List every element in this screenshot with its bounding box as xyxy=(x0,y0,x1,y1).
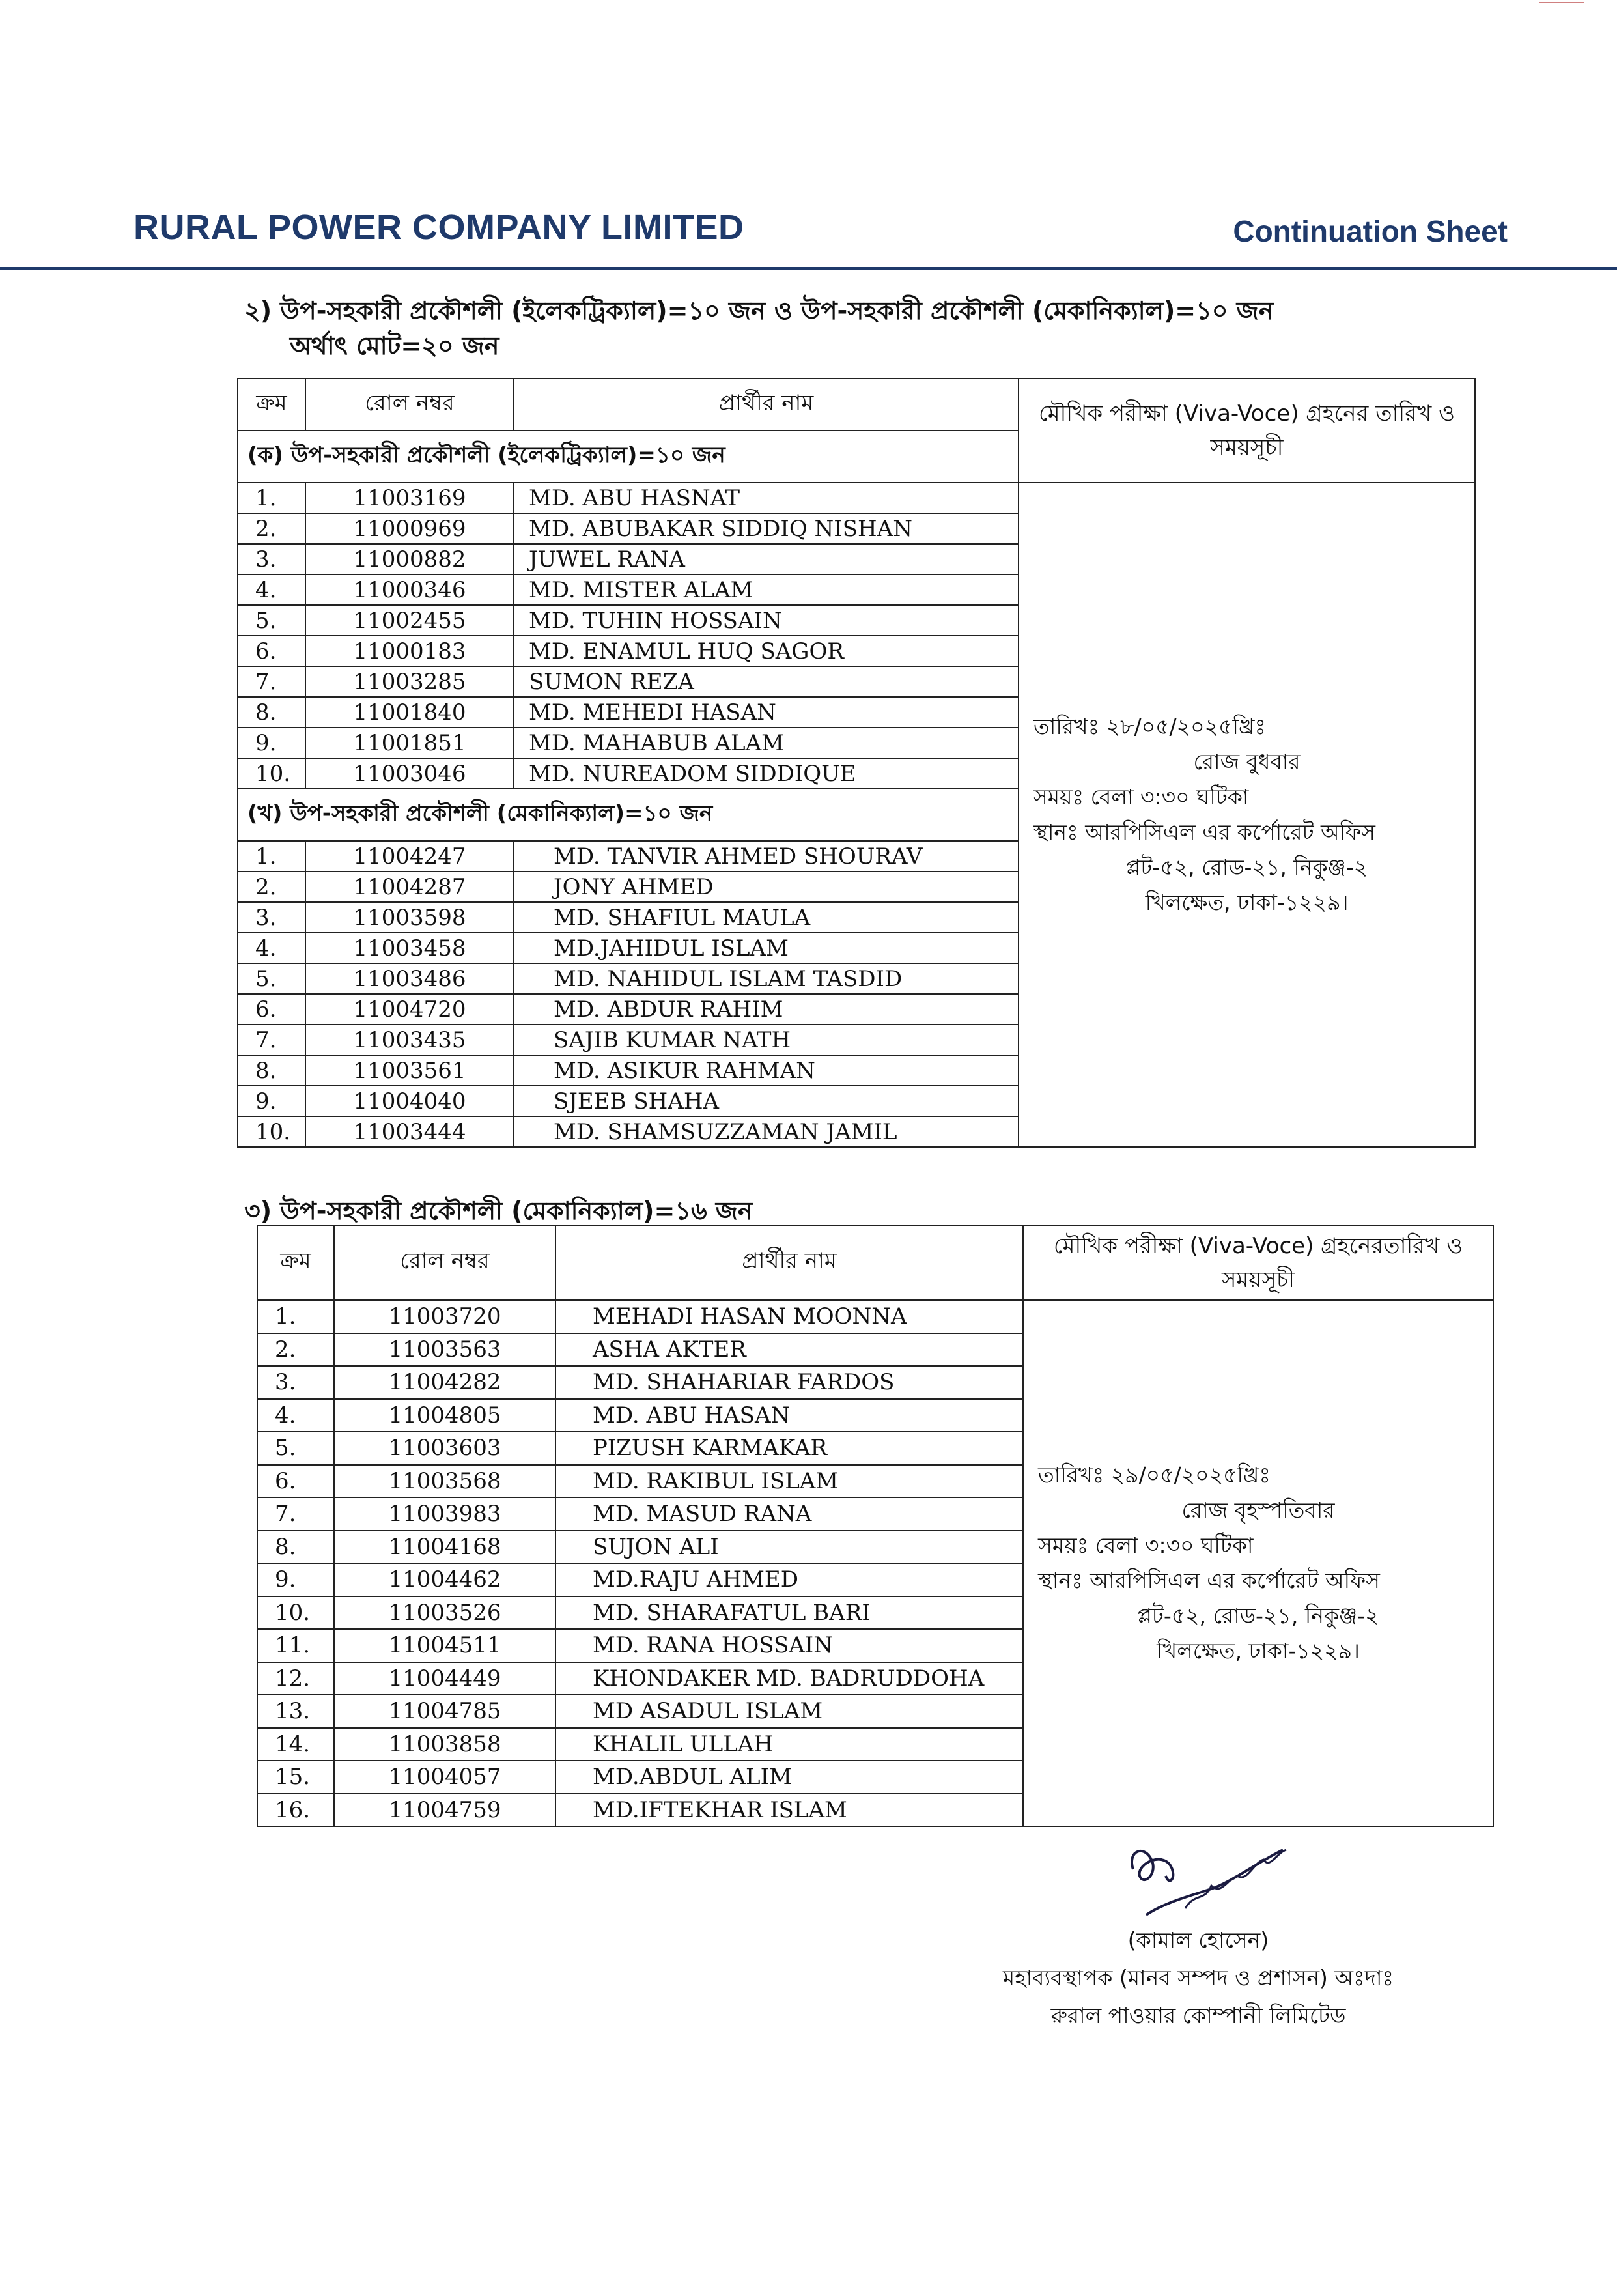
scan-mark xyxy=(1539,0,1591,5)
cell-roll: 11003983 xyxy=(334,1497,555,1531)
cell-name: ASHA AKTER xyxy=(555,1333,1023,1367)
cell-serial: 13. xyxy=(257,1695,334,1728)
schedule-cell xyxy=(1023,1300,1493,1826)
cell-name: MD. SHAFIUL MAULA xyxy=(514,902,1019,933)
cell-roll: 11004247 xyxy=(305,841,514,872)
cell-name: SUJON ALI xyxy=(555,1531,1023,1564)
table-header-row xyxy=(257,1225,1493,1300)
cell-name: MEHADI HASAN MOONNA xyxy=(555,1300,1023,1333)
cell-roll: 11000183 xyxy=(305,636,514,666)
cell-name: MD. NAHIDUL ISLAM TASDID xyxy=(514,963,1019,994)
cell-serial: 10. xyxy=(238,1116,305,1147)
cell-serial: 7. xyxy=(238,666,305,697)
cell-roll: 11003526 xyxy=(334,1596,555,1630)
cell-serial: 14. xyxy=(257,1728,334,1761)
cell-serial: 2. xyxy=(238,872,305,902)
cell-name: MD. ABU HASNAT xyxy=(514,483,1019,513)
cell-name: MD. ABUBAKAR SIDDIQ NISHAN xyxy=(514,513,1019,544)
section2-heading-line2: অর্থাৎ মোট=২০ জন xyxy=(290,332,499,360)
col-header-schedule-schedule-line2: তারিখ ও সময়সূচী xyxy=(1222,1232,1463,1293)
cell-roll: 11001840 xyxy=(305,697,514,728)
schedule-venue: স্থানঃ আরপিসিএল এর কর্পোরেট অফিস xyxy=(1038,1568,1380,1593)
cell-roll: 11003486 xyxy=(305,963,514,994)
cell-name: MD. SHAMSUZZAMAN JAMIL xyxy=(514,1116,1019,1147)
cell-roll: 11004040 xyxy=(305,1086,514,1116)
cell-name: MD. SHARAFATUL BARI xyxy=(555,1596,1023,1630)
cell-name: MD. MAHABUB ALAM xyxy=(514,728,1019,758)
cell-roll: 11000882 xyxy=(305,544,514,574)
signatory-designation: মহাব্যবস্থাপক (মানব সম্পদ ও প্রশাসন) অঃদাঃ xyxy=(1002,1965,1394,1991)
col-header-name: প্রার্থীর নাম xyxy=(555,1225,1023,1300)
cell-serial: 3. xyxy=(257,1366,334,1399)
cell-serial: 3. xyxy=(238,902,305,933)
cell-roll: 11004511 xyxy=(334,1629,555,1662)
cell-name: SJEEB SHAHA xyxy=(514,1086,1019,1116)
cell-roll: 11003444 xyxy=(305,1116,514,1147)
cell-serial: 9. xyxy=(257,1563,334,1596)
cell-roll: 11003169 xyxy=(305,483,514,513)
cell-name: KHALIL ULLAH xyxy=(555,1728,1023,1761)
col-header-serial: ক্রম xyxy=(257,1225,334,1300)
cell-name: MD. MASUD RANA xyxy=(555,1497,1023,1531)
cell-name: SUMON REZA xyxy=(514,666,1019,697)
cell-serial: 10. xyxy=(257,1596,334,1630)
table-header-row xyxy=(238,378,1475,431)
section3-heading: ৩) উপ-সহকারী প্রকৌশলী (মেকানিক্যাল)=১৬ জন xyxy=(244,1197,753,1225)
cell-serial: 16. xyxy=(257,1794,334,1827)
cell-name: MD. TANVIR AHMED SHOURAV xyxy=(514,841,1019,872)
col-header-schedule-schedule-line1: মৌখিক পরীক্ষা (Viva-Voce) গ্রহনের xyxy=(1053,1232,1384,1259)
subgroup-title: (ক) উপ-সহকারী প্রকৌশলী (ইলেকট্রিক্যাল)=১০ জন xyxy=(238,431,1019,483)
schedule-address2: খিলক্ষেত, ঢাকা-১২২৯। xyxy=(1145,890,1349,915)
cell-name: MD. MEHEDI HASAN xyxy=(514,697,1019,728)
cell-roll: 11000969 xyxy=(305,513,514,544)
schedule-date: তারিখঃ ২৯/০৫/২০২৫খ্রিঃ xyxy=(1038,1462,1271,1488)
header-rule xyxy=(0,267,1617,270)
col-header-serial: ক্রম xyxy=(238,378,305,431)
cell-roll: 11003720 xyxy=(334,1300,555,1333)
cell-name: MD. TUHIN HOSSAIN xyxy=(514,605,1019,636)
schedule-address1: প্লট-৫২, রোড-২১, নিকুঞ্জ-২ xyxy=(1137,1603,1379,1628)
cell-roll: 11004720 xyxy=(305,994,514,1025)
cell-serial: 8. xyxy=(238,1055,305,1086)
cell-name: MD. ABDUR RAHIM xyxy=(514,994,1019,1025)
cell-serial: 4. xyxy=(238,574,305,605)
cell-roll: 11003603 xyxy=(334,1432,555,1465)
cell-serial: 4. xyxy=(257,1399,334,1432)
cell-roll: 11003563 xyxy=(334,1333,555,1367)
schedule-venue: স্থানঃ আরপিসিএল এর কর্পোরেট অফিস xyxy=(1033,819,1375,845)
cell-serial: 12. xyxy=(257,1662,334,1695)
col-header-roll: রোল নম্বর xyxy=(305,378,514,431)
cell-roll: 11004057 xyxy=(334,1761,555,1794)
cell-serial: 5. xyxy=(238,963,305,994)
cell-roll: 11003046 xyxy=(305,758,514,789)
cell-serial: 1. xyxy=(238,841,305,872)
section2-heading xyxy=(244,293,1273,363)
cell-name: MD. SHAHARIAR FARDOS xyxy=(555,1366,1023,1399)
schedule-day: রোজ বুধবার xyxy=(1193,749,1301,774)
col-header-name: প্রার্থীর নাম xyxy=(514,378,1019,431)
cell-name: MD ASADUL ISLAM xyxy=(555,1695,1023,1728)
cell-name: MD. RANA HOSSAIN xyxy=(555,1629,1023,1662)
cell-roll: 11003285 xyxy=(305,666,514,697)
col-header-schedule xyxy=(1023,1225,1493,1300)
cell-name: MD.IFTEKHAR ISLAM xyxy=(555,1794,1023,1827)
cell-roll: 11003858 xyxy=(334,1728,555,1761)
cell-name: PIZUSH KARMAKAR xyxy=(555,1432,1023,1465)
schedule-address2: খিলক্ষেত, ঢাকা-১২২৯। xyxy=(1157,1638,1360,1664)
subgroup-title: (খ) উপ-সহকারী প্রকৌশলী (মেকানিক্যাল)=১০ জন xyxy=(238,789,1019,841)
schedule-cell xyxy=(1019,483,1475,1147)
cell-roll: 11003561 xyxy=(305,1055,514,1086)
cell-serial: 5. xyxy=(257,1432,334,1465)
cell-name: SAJIB KUMAR NATH xyxy=(514,1025,1019,1055)
cell-roll: 11004287 xyxy=(305,872,514,902)
company-name: RURAL POWER COMPANY LIMITED xyxy=(134,208,744,247)
cell-serial: 8. xyxy=(257,1531,334,1564)
cell-serial: 11. xyxy=(257,1629,334,1662)
section2-table xyxy=(237,378,1476,1148)
cell-roll: 11001851 xyxy=(305,728,514,758)
cell-roll: 11004805 xyxy=(334,1399,555,1432)
cell-serial: 10. xyxy=(238,758,305,789)
schedule-day: রোজ বৃহস্পতিবার xyxy=(1181,1497,1335,1523)
cell-serial: 7. xyxy=(257,1497,334,1531)
table-row xyxy=(238,483,1475,513)
signatory-block xyxy=(944,1921,1452,2035)
cell-roll: 11003598 xyxy=(305,902,514,933)
cell-roll: 11003435 xyxy=(305,1025,514,1055)
signatory-organization: রুরাল পাওয়ার কোম্পানী লিমিটেড xyxy=(1050,2003,1346,2028)
cell-roll: 11004462 xyxy=(334,1563,555,1596)
col-header-schedule: মৌখিক পরীক্ষা (Viva-Voce) গ্রহনের তারিখ ও সময়সূচী xyxy=(1019,378,1475,483)
schedule-time: সময়ঃ বেলা ৩:৩০ ঘটিকা xyxy=(1038,1533,1254,1558)
cell-roll: 11004282 xyxy=(334,1366,555,1399)
cell-name: MD. MISTER ALAM xyxy=(514,574,1019,605)
cell-roll: 11000346 xyxy=(305,574,514,605)
cell-name: JONY AHMED xyxy=(514,872,1019,902)
cell-serial: 2. xyxy=(257,1333,334,1367)
cell-roll: 11002455 xyxy=(305,605,514,636)
cell-name: KHONDAKER MD. BADRUDDOHA xyxy=(555,1662,1023,1695)
cell-serial: 1. xyxy=(257,1300,334,1333)
cell-serial: 15. xyxy=(257,1761,334,1794)
cell-name: MD. ABU HASAN xyxy=(555,1399,1023,1432)
cell-serial: 9. xyxy=(238,1086,305,1116)
sheet-label: Continuation Sheet xyxy=(1233,214,1508,248)
cell-name: JUWEL RANA xyxy=(514,544,1019,574)
cell-roll: 11004449 xyxy=(334,1662,555,1695)
cell-name: MD. ASIKUR RAHMAN xyxy=(514,1055,1019,1086)
cell-serial: 1. xyxy=(238,483,305,513)
signatory-name: (কামাল হোসেন) xyxy=(1127,1927,1269,1953)
cell-name: MD.RAJU AHMED xyxy=(555,1563,1023,1596)
cell-name: MD. ENAMUL HUQ SAGOR xyxy=(514,636,1019,666)
cell-serial: 7. xyxy=(238,1025,305,1055)
cell-serial: 6. xyxy=(238,994,305,1025)
cell-roll: 11003458 xyxy=(305,933,514,963)
schedule-time: সময়ঃ বেলা ৩:৩০ ঘটিকা xyxy=(1033,784,1249,810)
cell-name: MD. NUREADOM SIDDIQUE xyxy=(514,758,1019,789)
cell-name: MD.JAHIDUL ISLAM xyxy=(514,933,1019,963)
cell-serial: 3. xyxy=(238,544,305,574)
table-row xyxy=(257,1300,1493,1333)
cell-serial: 8. xyxy=(238,697,305,728)
section2-heading-line1: ২) উপ-সহকারী প্রকৌশলী (ইলেকট্রিক্যাল)=১০ জন ও উপ-সহকারী প্রকৌশলী (মেকানিক্যাল)=১০ জন xyxy=(244,296,1274,325)
cell-serial: 4. xyxy=(238,933,305,963)
cell-roll: 11004785 xyxy=(334,1695,555,1728)
cell-serial: 6. xyxy=(238,636,305,666)
cell-roll: 11004759 xyxy=(334,1794,555,1827)
cell-roll: 11004168 xyxy=(334,1531,555,1564)
cell-name: MD.ABDUL ALIM xyxy=(555,1761,1023,1794)
page-header xyxy=(0,207,1617,272)
section3-table xyxy=(257,1225,1494,1827)
schedule-address1: প্লট-৫২, রোড-২১, নিকুঞ্জ-২ xyxy=(1125,855,1368,880)
schedule-date: তারিখঃ ২৮/০৫/২০২৫খ্রিঃ xyxy=(1033,714,1267,739)
cell-serial: 9. xyxy=(238,728,305,758)
cell-serial: 6. xyxy=(257,1465,334,1498)
cell-serial: 5. xyxy=(238,605,305,636)
cell-roll: 11003568 xyxy=(334,1465,555,1498)
cell-serial: 2. xyxy=(238,513,305,544)
cell-name: MD. RAKIBUL ISLAM xyxy=(555,1465,1023,1498)
col-header-roll: রোল নম্বর xyxy=(334,1225,555,1300)
